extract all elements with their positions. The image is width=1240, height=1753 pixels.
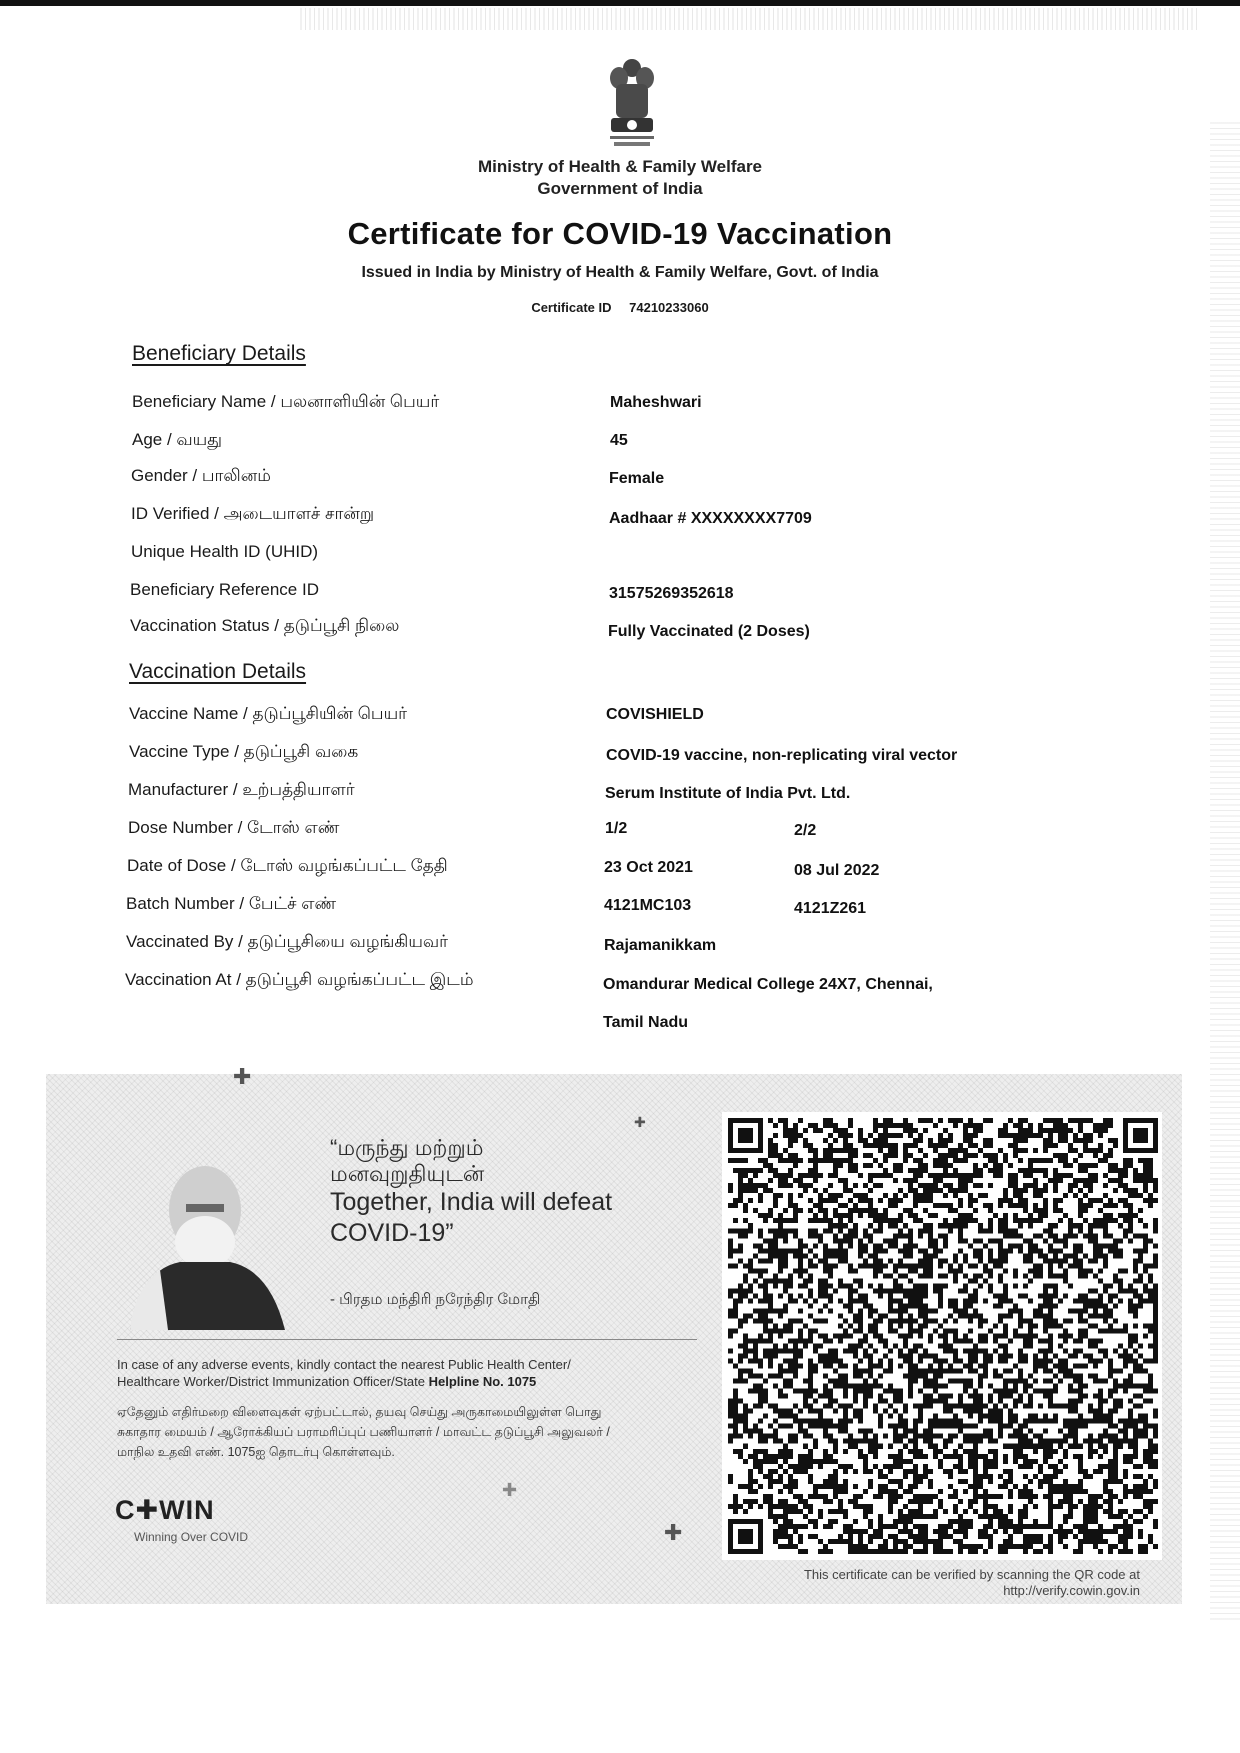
- verify-note: [740, 1567, 1140, 1599]
- adverse-en-line1: In case of any adverse events, kindly contact the nearest Public Health Center/: [117, 1357, 571, 1372]
- quote-english-line2: COVID-19”: [330, 1219, 454, 1247]
- plus-decoration-icon: ✚: [233, 1064, 252, 1089]
- verify-line1: This certificate can be verified by scanning the QR code at: [803, 1567, 1140, 1582]
- adverse-ta-line2: சுகாதார மையம் / ஆரோக்கியப் பராமரிப்புப் பணியாளர் / மாவட்ட தடுப்பூசி அலுவலர் /: [117, 1425, 610, 1439]
- scan-noise-right: [1210, 120, 1240, 1620]
- id-verified-label: ID Verified / அடையாளச் சான்று: [131, 504, 375, 523]
- qr-code[interactable]: [728, 1118, 1158, 1554]
- adverse-ta-line1: ஏதேனும் எதிர்மறை விளைவுகள் ஏற்பட்டால், தயவு செய்து அருகாமையிலுள்ள பொது: [117, 1405, 602, 1419]
- beneficiary-reference-id-label: Beneficiary Reference ID: [130, 580, 319, 599]
- vaccine-name-value: COVISHIELD: [606, 706, 704, 723]
- age-value: 45: [610, 432, 628, 449]
- plus-decoration-icon: ✚: [502, 1480, 518, 1500]
- certificate-id-label: Certificate ID: [531, 300, 612, 315]
- beneficiary-details-heading: Beneficiary Details: [132, 342, 306, 365]
- cowin-tagline: Winning Over COVID: [134, 1530, 249, 1544]
- dose-2-batch: 4121Z261: [794, 900, 867, 917]
- date-of-dose-label: Date of Dose / டோஸ் வழங்கப்பட்ட தேதி: [127, 856, 448, 875]
- vaccination-status-label: Vaccination Status / தடுப்பூசி நிலை: [130, 616, 400, 635]
- ministry-header: [0, 156, 1240, 200]
- qr-finder-pattern: [728, 1519, 763, 1554]
- batch-number-label: Batch Number / பேட்ச் எண்: [126, 894, 337, 913]
- government-name: Government of India: [537, 179, 703, 198]
- beneficiary-name-label: Beneficiary Name / பலனாளியின் பெயர்: [132, 392, 440, 411]
- beneficiary-reference-id-value: 31575269352618: [609, 585, 734, 602]
- dose-number-label: Dose Number / டோஸ் எண்: [128, 818, 340, 837]
- vaccinated-by-value: Rajamanikkam: [604, 937, 717, 954]
- certificate-id-value: 74210233060: [629, 300, 709, 315]
- vaccinated-at-line1: Omandurar Medical College 24X7, Chennai,: [603, 976, 933, 993]
- plus-decoration-icon: ✚: [634, 1114, 646, 1130]
- verify-url[interactable]: http://verify.cowin.gov.in: [1003, 1583, 1140, 1598]
- adverse-ta-line3: மாநில உதவி எண். 1075ஐ தொடர்பு கொள்ளவும்.: [117, 1445, 395, 1459]
- banner-divider: [117, 1339, 697, 1340]
- certificate-id: [0, 300, 1240, 315]
- manufacturer-value: Serum Institute of India Pvt. Ltd.: [605, 785, 851, 802]
- vaccine-type-label: Vaccine Type / தடுப்பூசி வகை: [129, 742, 359, 761]
- manufacturer-label: Manufacturer / உற்பத்தியாளர்: [128, 780, 355, 799]
- national-emblem-icon: [602, 48, 662, 152]
- beneficiary-name-value: Maheshwari: [610, 394, 702, 411]
- id-verified-value: Aadhaar # XXXXXXXX7709: [609, 510, 812, 527]
- quote-attribution: - பிரதம மந்திரி நரேந்திர மோதி: [330, 1291, 541, 1308]
- age-label: Age / வயது: [132, 430, 223, 449]
- adverse-en-line2: Healthcare Worker/District Immunization Officer/State: [117, 1374, 426, 1389]
- scan-noise: [300, 8, 1200, 30]
- dose-1-date: 23 Oct 2021: [604, 859, 693, 876]
- dose-1-number: 1/2: [605, 820, 628, 837]
- vaccinated-at-line2: Tamil Nadu: [603, 1014, 689, 1031]
- quote-tamil-line2: மனவுறுதியுடன்: [330, 1161, 485, 1186]
- vaccine-type-value: COVID-19 vaccine, non-replicating viral vector: [606, 747, 958, 764]
- vaccinated-at-label: Vaccination At / தடுப்பூசி வழங்கப்பட்ட இடம்: [125, 970, 474, 989]
- certificate-title: Certificate for COVID-19 Vaccination: [347, 216, 893, 251]
- scan-top-border: [0, 0, 1240, 6]
- cowin-logo: C✚WIN: [115, 1495, 215, 1525]
- dose-2-number: 2/2: [794, 822, 817, 839]
- uhid-label: Unique Health ID (UHID): [131, 542, 319, 561]
- qr-finder-pattern: [1123, 1118, 1158, 1153]
- quote-tamil-line1: “மருந்து மற்றும்: [330, 1135, 484, 1160]
- vaccine-name-label: Vaccine Name / தடுப்பூசியின் பெயர்: [129, 704, 408, 723]
- gender-value: Female: [609, 470, 665, 487]
- gender-label: Gender / பாலினம்: [131, 466, 271, 485]
- portrait-image: [120, 1150, 300, 1330]
- qr-finder-pattern: [728, 1118, 763, 1153]
- certificate-subtitle: Issued in India by Ministry of Health & Family Welfare, Govt. of India: [361, 264, 879, 281]
- ministry-name: Ministry of Health & Family Welfare: [477, 157, 763, 176]
- adverse-events-english: [117, 1356, 697, 1390]
- vaccination-status-value: Fully Vaccinated (2 Doses): [608, 623, 810, 640]
- pm-quote: [330, 1135, 670, 1249]
- vaccination-details-heading: Vaccination Details: [129, 660, 307, 683]
- dose-1-batch: 4121MC103: [604, 897, 692, 914]
- dose-2-date: 08 Jul 2022: [794, 862, 880, 879]
- quote-english-line1: Together, India will defeat: [330, 1188, 613, 1216]
- plus-decoration-icon: ✚: [664, 1520, 683, 1545]
- helpline-number: Helpline No. 1075: [428, 1374, 537, 1389]
- adverse-events-tamil: [117, 1402, 697, 1462]
- qr-modules: [728, 1118, 1158, 1554]
- vaccinated-by-label: Vaccinated By / தடுப்பூசியை வழங்கியவர்: [126, 932, 449, 951]
